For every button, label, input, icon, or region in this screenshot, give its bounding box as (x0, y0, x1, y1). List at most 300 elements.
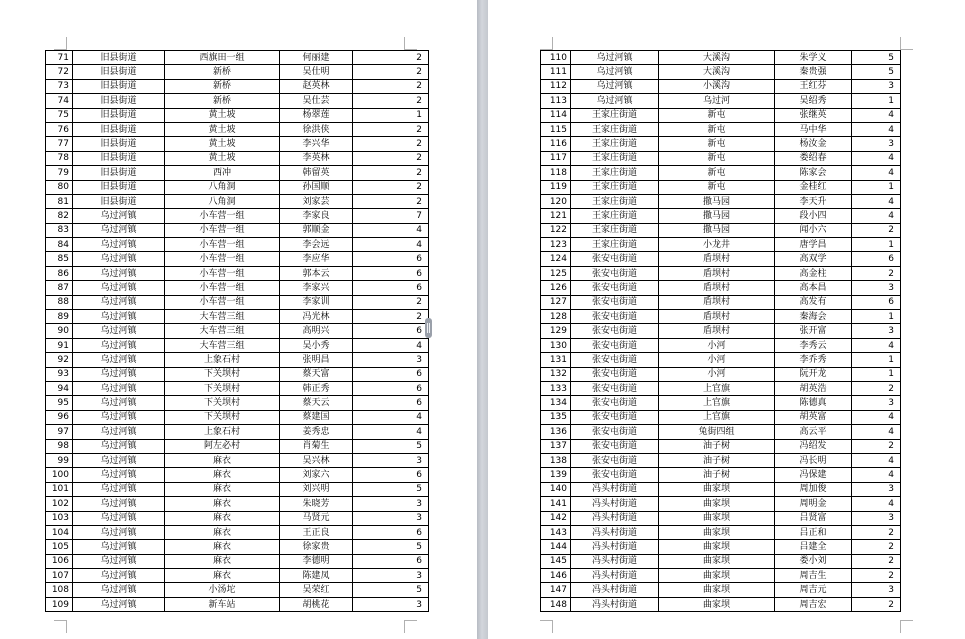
township-cell: 王家庄街道 (571, 108, 659, 122)
count-cell: 4 (852, 166, 901, 180)
village-cell: 新屯 (659, 108, 775, 122)
table-row (541, 295, 901, 309)
row-number: 108 (46, 583, 73, 597)
count-cell: 2 (353, 151, 429, 165)
table-row (46, 194, 429, 208)
row-number: 101 (46, 482, 73, 496)
village-cell: 上象石村 (165, 425, 280, 439)
count-cell: 3 (353, 453, 429, 467)
township-cell: 张安屯街道 (571, 310, 659, 324)
table-row (46, 511, 429, 525)
township-cell: 乌过河镇 (73, 468, 165, 482)
table-row (541, 381, 901, 395)
name-cell: 金桂红 (775, 180, 852, 194)
name-cell: 高金柱 (775, 266, 852, 280)
village-cell: 新桥 (165, 79, 280, 93)
name-cell: 李天升 (775, 194, 852, 208)
row-number: 126 (541, 281, 571, 295)
row-number: 141 (541, 497, 571, 511)
count-cell: 5 (852, 51, 901, 65)
name-cell: 秦贵强 (775, 65, 852, 79)
count-cell: 6 (353, 396, 429, 410)
count-cell: 3 (852, 137, 901, 151)
count-cell: 3 (852, 396, 901, 410)
village-cell: 曲家坝 (659, 554, 775, 568)
count-cell: 4 (852, 108, 901, 122)
row-number: 77 (46, 137, 73, 151)
village-cell: 黄土坡 (165, 122, 280, 136)
household-table-right (540, 50, 901, 612)
count-cell: 2 (353, 65, 429, 79)
table-row (46, 540, 429, 554)
count-cell: 1 (852, 353, 901, 367)
table-row (46, 180, 429, 194)
table-row (46, 137, 429, 151)
count-cell: 2 (852, 525, 901, 539)
township-cell: 乌过河镇 (73, 497, 165, 511)
township-cell: 乌过河镇 (73, 482, 165, 496)
township-cell: 乌过河镇 (73, 396, 165, 410)
row-number: 98 (46, 439, 73, 453)
crop-mark-top-right (404, 37, 417, 50)
name-cell: 张明昌 (280, 353, 353, 367)
count-cell: 5 (852, 65, 901, 79)
name-cell: 杨汝金 (775, 137, 852, 151)
name-cell: 胡英浩 (775, 381, 852, 395)
table-row (541, 209, 901, 223)
township-cell: 张安屯街道 (571, 367, 659, 381)
township-cell: 冯头村街道 (571, 554, 659, 568)
township-cell: 冯头村街道 (571, 540, 659, 554)
name-cell: 冯绍发 (775, 439, 852, 453)
name-cell: 刘兴明 (280, 482, 353, 496)
row-number: 122 (541, 223, 571, 237)
table-row (46, 338, 429, 352)
village-cell: 小车营一组 (165, 238, 280, 252)
count-cell: 4 (353, 338, 429, 352)
township-cell: 乌过河镇 (73, 238, 165, 252)
crop-mark-bottom-left (540, 620, 553, 633)
village-cell: 撒马园 (659, 194, 775, 208)
name-cell: 孙国顺 (280, 180, 353, 194)
name-cell: 吴小秀 (280, 338, 353, 352)
row-number: 90 (46, 324, 73, 338)
name-cell: 朱学义 (775, 51, 852, 65)
village-cell: 麻衣 (165, 569, 280, 583)
name-cell: 高发有 (775, 295, 852, 309)
row-number: 144 (541, 540, 571, 554)
township-cell: 旧县街道 (73, 51, 165, 65)
count-cell: 2 (353, 94, 429, 108)
count-cell: 4 (353, 410, 429, 424)
table-row (541, 166, 901, 180)
township-cell: 旧县街道 (73, 166, 165, 180)
count-cell: 4 (852, 209, 901, 223)
count-cell: 3 (852, 79, 901, 93)
row-number: 139 (541, 468, 571, 482)
name-cell: 李兴华 (280, 137, 353, 151)
village-cell: 上象石村 (165, 353, 280, 367)
name-cell: 张开富 (775, 324, 852, 338)
count-cell: 6 (353, 381, 429, 395)
row-number: 96 (46, 410, 73, 424)
name-cell: 姜秀忠 (280, 425, 353, 439)
count-cell: 2 (353, 137, 429, 151)
row-number: 107 (46, 569, 73, 583)
count-cell: 6 (353, 554, 429, 568)
table-row (541, 108, 901, 122)
village-cell: 阿左必村 (165, 439, 280, 453)
table-row (46, 497, 429, 511)
row-number: 134 (541, 396, 571, 410)
table-row (541, 180, 901, 194)
count-cell: 3 (353, 597, 429, 611)
village-cell: 新屯 (659, 151, 775, 165)
row-number: 123 (541, 238, 571, 252)
name-cell: 冯长明 (775, 453, 852, 467)
row-number: 76 (46, 122, 73, 136)
township-cell: 乌过河镇 (73, 569, 165, 583)
table-row (541, 266, 901, 280)
name-cell: 唐学昌 (775, 238, 852, 252)
row-number: 143 (541, 525, 571, 539)
count-cell: 2 (353, 79, 429, 93)
table-row (541, 468, 901, 482)
row-number: 115 (541, 122, 571, 136)
township-cell: 王家庄街道 (571, 122, 659, 136)
table-row (46, 310, 429, 324)
township-cell: 张安屯街道 (571, 338, 659, 352)
count-cell: 4 (353, 223, 429, 237)
township-cell: 张安屯街道 (571, 281, 659, 295)
row-number: 111 (541, 65, 571, 79)
count-cell: 6 (852, 295, 901, 309)
count-cell: 2 (852, 554, 901, 568)
row-number: 145 (541, 554, 571, 568)
township-cell: 乌过河镇 (73, 353, 165, 367)
township-cell: 冯头村街道 (571, 482, 659, 496)
village-cell: 撒马园 (659, 209, 775, 223)
township-cell: 王家庄街道 (571, 238, 659, 252)
table-row (541, 338, 901, 352)
count-cell: 7 (353, 209, 429, 223)
count-cell: 2 (353, 310, 429, 324)
township-cell: 乌过河镇 (73, 597, 165, 611)
township-cell: 旧县街道 (73, 180, 165, 194)
table-row (46, 281, 429, 295)
township-cell: 乌过河镇 (73, 381, 165, 395)
township-cell: 乌过河镇 (73, 525, 165, 539)
count-cell: 4 (852, 122, 901, 136)
row-number: 74 (46, 94, 73, 108)
table-row (46, 209, 429, 223)
village-cell: 曲家坝 (659, 569, 775, 583)
township-cell: 乌过河镇 (73, 425, 165, 439)
row-number: 83 (46, 223, 73, 237)
table-row (541, 525, 901, 539)
name-cell: 何丽建 (280, 51, 353, 65)
village-cell: 小河 (659, 353, 775, 367)
row-number: 100 (46, 468, 73, 482)
township-cell: 乌过河镇 (73, 310, 165, 324)
township-cell: 张安屯街道 (571, 453, 659, 467)
township-cell: 王家庄街道 (571, 180, 659, 194)
row-number: 142 (541, 511, 571, 525)
count-cell: 4 (353, 238, 429, 252)
table-row (541, 439, 901, 453)
row-number: 130 (541, 338, 571, 352)
village-cell: 小汤坨 (165, 583, 280, 597)
table-row (541, 151, 901, 165)
village-cell: 曲家坝 (659, 525, 775, 539)
township-cell: 旧县街道 (73, 137, 165, 151)
row-number: 137 (541, 439, 571, 453)
row-number: 112 (541, 79, 571, 93)
village-cell: 盾坝村 (659, 266, 775, 280)
row-number: 97 (46, 425, 73, 439)
count-cell: 6 (353, 468, 429, 482)
count-cell: 6 (353, 252, 429, 266)
count-cell: 1 (852, 180, 901, 194)
count-cell: 4 (852, 425, 901, 439)
table-row (541, 497, 901, 511)
count-cell: 3 (852, 482, 901, 496)
count-cell: 6 (353, 266, 429, 280)
table-row (46, 266, 429, 280)
row-number: 125 (541, 266, 571, 280)
township-cell: 张安屯街道 (571, 266, 659, 280)
township-cell: 旧县街道 (73, 65, 165, 79)
village-cell: 小车营一组 (165, 281, 280, 295)
name-cell: 马贤元 (280, 511, 353, 525)
count-cell: 2 (852, 381, 901, 395)
table-row (541, 482, 901, 496)
township-cell: 乌过河镇 (571, 51, 659, 65)
village-cell: 下关坝村 (165, 367, 280, 381)
row-number: 99 (46, 453, 73, 467)
row-number: 129 (541, 324, 571, 338)
village-cell: 盾坝村 (659, 295, 775, 309)
row-number: 78 (46, 151, 73, 165)
row-number: 80 (46, 180, 73, 194)
township-cell: 张安屯街道 (571, 324, 659, 338)
village-cell: 盾坝村 (659, 324, 775, 338)
count-cell: 4 (852, 497, 901, 511)
village-cell: 曲家坝 (659, 511, 775, 525)
name-cell: 蔡天云 (280, 396, 353, 410)
row-number: 87 (46, 281, 73, 295)
township-cell: 乌过河镇 (571, 79, 659, 93)
village-cell: 小龙井 (659, 238, 775, 252)
count-cell: 3 (852, 583, 901, 597)
table-row (46, 166, 429, 180)
name-cell: 李家兴 (280, 281, 353, 295)
row-number: 72 (46, 65, 73, 79)
village-cell: 麻衣 (165, 511, 280, 525)
table-row (541, 425, 901, 439)
name-cell: 娄小刘 (775, 554, 852, 568)
township-cell: 王家庄街道 (571, 137, 659, 151)
village-cell: 油子树 (659, 453, 775, 467)
name-cell: 阮开龙 (775, 367, 852, 381)
name-cell: 秦海会 (775, 310, 852, 324)
township-cell: 乌过河镇 (73, 410, 165, 424)
village-cell: 新屯 (659, 122, 775, 136)
township-cell: 乌过河镇 (73, 266, 165, 280)
township-cell: 张安屯街道 (571, 439, 659, 453)
table-row (541, 281, 901, 295)
table-row (46, 425, 429, 439)
name-cell: 蔡天富 (280, 367, 353, 381)
row-number: 79 (46, 166, 73, 180)
count-cell: 2 (852, 439, 901, 453)
count-cell: 4 (852, 194, 901, 208)
table-row (46, 410, 429, 424)
crop-mark-top-left (540, 37, 553, 50)
name-cell: 吴仕芸 (280, 94, 353, 108)
township-cell: 旧县街道 (73, 122, 165, 136)
name-cell: 胡桃花 (280, 597, 353, 611)
row-number: 89 (46, 310, 73, 324)
village-cell: 曲家坝 (659, 597, 775, 611)
row-number: 102 (46, 497, 73, 511)
table-row (46, 482, 429, 496)
row-number: 124 (541, 252, 571, 266)
crop-mark-top-left (54, 37, 67, 50)
row-number: 109 (46, 597, 73, 611)
village-cell: 新屯 (659, 137, 775, 151)
township-cell: 张安屯街道 (571, 425, 659, 439)
row-number: 73 (46, 79, 73, 93)
township-cell: 王家庄街道 (571, 223, 659, 237)
count-cell: 2 (353, 51, 429, 65)
row-number: 82 (46, 209, 73, 223)
village-cell: 曲家坝 (659, 482, 775, 496)
table-row (541, 597, 901, 611)
count-cell: 1 (852, 367, 901, 381)
name-cell: 吕建全 (775, 540, 852, 554)
row-number: 117 (541, 151, 571, 165)
table-row (541, 396, 901, 410)
name-cell: 周吉元 (775, 583, 852, 597)
name-cell: 李英林 (280, 151, 353, 165)
township-cell: 乌过河镇 (571, 94, 659, 108)
count-cell: 5 (353, 583, 429, 597)
name-cell: 朱晓芳 (280, 497, 353, 511)
row-number: 116 (541, 137, 571, 151)
township-cell: 乌过河镇 (73, 281, 165, 295)
row-number: 93 (46, 367, 73, 381)
township-cell: 王家庄街道 (571, 166, 659, 180)
village-cell: 黄土坡 (165, 108, 280, 122)
crop-mark-bottom-right (900, 620, 913, 633)
row-number: 103 (46, 511, 73, 525)
count-cell: 2 (353, 122, 429, 136)
crop-mark-bottom-left (54, 620, 67, 633)
name-cell: 赵英林 (280, 79, 353, 93)
table-row (541, 453, 901, 467)
name-cell: 李德明 (280, 554, 353, 568)
township-cell: 张安屯街道 (571, 252, 659, 266)
count-cell: 2 (353, 295, 429, 309)
table-row (46, 122, 429, 136)
village-cell: 盾坝村 (659, 310, 775, 324)
count-cell: 4 (852, 410, 901, 424)
name-cell: 郭本云 (280, 266, 353, 280)
row-number: 121 (541, 209, 571, 223)
name-cell: 韩留英 (280, 166, 353, 180)
name-cell: 吕正和 (775, 525, 852, 539)
crop-mark-bottom-right (404, 620, 417, 633)
village-cell: 麻衣 (165, 554, 280, 568)
village-cell: 麻衣 (165, 468, 280, 482)
table-row (46, 324, 429, 338)
township-cell: 张安屯街道 (571, 381, 659, 395)
village-cell: 小河 (659, 367, 775, 381)
count-cell: 6 (353, 324, 429, 338)
name-cell: 马中华 (775, 122, 852, 136)
table-row (46, 353, 429, 367)
household-table-left (45, 50, 429, 612)
table-row (46, 51, 429, 65)
table-row (541, 238, 901, 252)
village-cell: 新屯 (659, 180, 775, 194)
table-row (46, 525, 429, 539)
table-row (541, 569, 901, 583)
count-cell: 4 (852, 468, 901, 482)
count-cell: 3 (852, 324, 901, 338)
township-cell: 乌过河镇 (73, 209, 165, 223)
table-row (541, 79, 901, 93)
row-number: 105 (46, 540, 73, 554)
table-row (46, 79, 429, 93)
row-number: 128 (541, 310, 571, 324)
name-cell: 冯光林 (280, 310, 353, 324)
name-cell: 高双学 (775, 252, 852, 266)
village-cell: 小车营一组 (165, 223, 280, 237)
village-cell: 曲家坝 (659, 540, 775, 554)
township-cell: 张安屯街道 (571, 295, 659, 309)
name-cell: 李家良 (280, 209, 353, 223)
count-cell: 2 (852, 540, 901, 554)
table-row (46, 569, 429, 583)
count-cell: 5 (353, 482, 429, 496)
village-cell: 新桥 (165, 94, 280, 108)
crop-mark-top-right (900, 37, 913, 50)
count-cell: 5 (353, 540, 429, 554)
table-row (541, 252, 901, 266)
table-row (541, 122, 901, 136)
name-cell: 刘家六 (280, 468, 353, 482)
township-cell: 旧县街道 (73, 194, 165, 208)
page-gutter (477, 0, 488, 639)
township-cell: 王家庄街道 (571, 151, 659, 165)
name-cell: 李乔秀 (775, 353, 852, 367)
count-cell: 6 (353, 281, 429, 295)
count-cell: 4 (852, 151, 901, 165)
township-cell: 冯头村街道 (571, 597, 659, 611)
village-cell: 曲家坝 (659, 583, 775, 597)
document-page-left (0, 0, 477, 639)
table-row (541, 511, 901, 525)
count-cell: 2 (353, 180, 429, 194)
township-cell: 旧县街道 (73, 108, 165, 122)
split-handle-icon[interactable] (425, 318, 432, 338)
count-cell: 3 (353, 497, 429, 511)
village-cell: 麻衣 (165, 482, 280, 496)
table-row (541, 94, 901, 108)
township-cell: 乌过河镇 (73, 223, 165, 237)
